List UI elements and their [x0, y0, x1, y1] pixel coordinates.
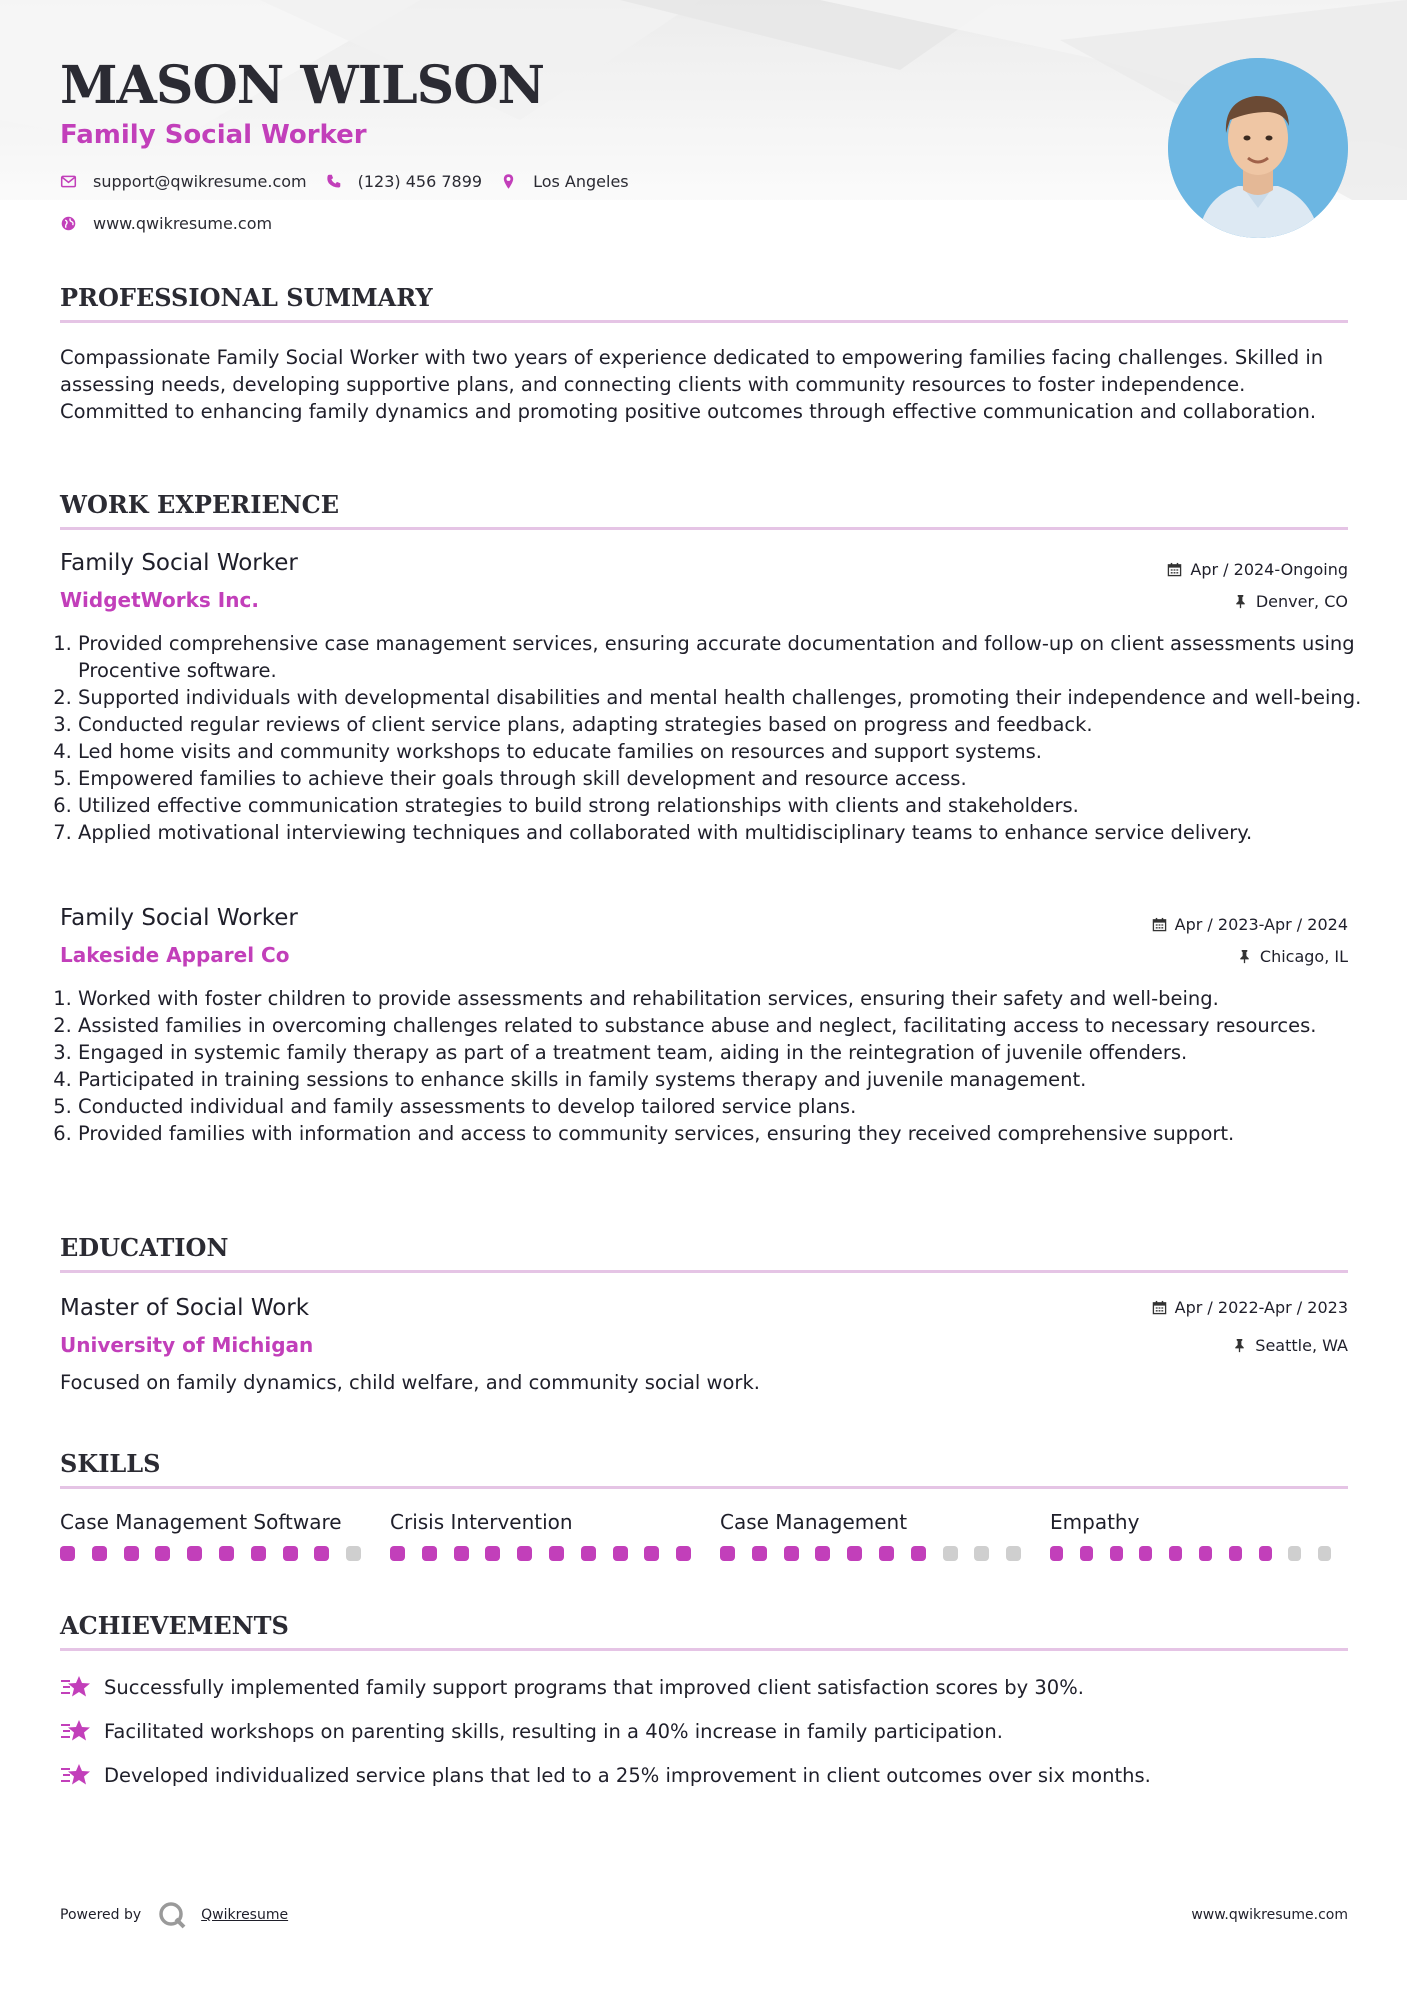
skill-dot-filled — [1229, 1546, 1242, 1561]
job-dates — [1152, 915, 1348, 934]
contact-website[interactable] — [60, 214, 272, 233]
school-name: University of Michigan — [60, 1333, 314, 1357]
list-item: 6. Utilized effective communication strategies to build strong relationships with clients and stakeholders. — [78, 792, 1368, 819]
skills-grid — [60, 1510, 1348, 1561]
list-item: 3. Engaged in systemic family therapy as part of a treatment team, aiding in the reintegration of juvenile offenders. — [78, 1039, 1368, 1066]
list-item: 2. Assisted families in overcoming challenges related to substance abuse and neglect, facilitating access to necessary resources. — [78, 1012, 1368, 1039]
skill-dot-filled — [676, 1546, 691, 1561]
skill-dot-filled — [155, 1546, 170, 1561]
contact-row-primary — [60, 172, 647, 191]
achievement-text: Developed individualized service plans that led to a 25% improvement in client outcomes over six months. — [104, 1763, 1151, 1787]
candidate-name: MASON WILSON — [60, 55, 545, 116]
skills-heading: SKILLS — [60, 1449, 1348, 1489]
education-description: Focused on family dynamics, child welfare, and community social work. — [60, 1371, 760, 1394]
summary-heading: PROFESSIONAL SUMMARY — [60, 283, 1348, 323]
list-item: 1. Worked with foster children to provide assessments and rehabilitation services, ensuring their safety and well-being. — [78, 985, 1368, 1012]
skill-item — [1050, 1510, 1348, 1561]
job-location-text: Denver, CO — [1255, 592, 1348, 611]
summary-text: Compassionate Family Social Worker with two years of experience dedicated to empowering families facing challenges. Skilled in assessing needs, developing supportive plans, and connecting clients with community resources to foster independence. Committed to enhancing family dynamics and promoting positive outcomes through effective communication and collaboration. — [60, 346, 1324, 423]
job-location — [1237, 947, 1348, 966]
list-item: 4. Participated in training sessions to enhance skills in family systems therapy and juvenile management. — [78, 1066, 1368, 1093]
skill-dot-filled — [752, 1546, 767, 1561]
skill-dot-filled — [390, 1546, 405, 1561]
list-item: 4. Led home visits and community workshops to educate families on resources and support systems. — [78, 738, 1368, 765]
skill-dot-filled — [644, 1546, 659, 1561]
skill-item — [60, 1510, 390, 1561]
footer-website[interactable]: www.qwikresume.com — [1191, 1907, 1348, 1923]
contact-row-secondary — [60, 214, 290, 233]
phone-text: (123) 456 7899 — [357, 172, 483, 191]
skill-dot-empty — [974, 1546, 989, 1561]
education-location-text: Seattle, WA — [1255, 1336, 1348, 1355]
shooting-star-icon — [60, 1674, 92, 1700]
skill-name: Empathy — [1050, 1510, 1140, 1534]
experience-heading: WORK EXPERIENCE — [60, 490, 1348, 530]
list-item: 7. Applied motivational interviewing techniques and collaborated with multidisciplinary teams to enhance service delivery. — [78, 819, 1368, 846]
job-location-text: Chicago, IL — [1259, 947, 1348, 966]
skill-rating — [1050, 1546, 1348, 1561]
skill-dot-filled — [879, 1546, 894, 1561]
calendar-icon — [1152, 917, 1167, 932]
list-item: 2. Supported individuals with developmental disabilities and mental health challenges, promoting their independence and well-being. — [78, 684, 1368, 711]
shooting-star-icon — [60, 1718, 92, 1744]
skill-dot-filled — [1050, 1546, 1063, 1561]
achievement-text: Facilitated workshops on parenting skills, resulting in a 40% increase in family participation. — [104, 1719, 1003, 1743]
skill-dot-filled — [92, 1546, 107, 1561]
skill-dot-empty — [1006, 1546, 1021, 1561]
education-heading: EDUCATION — [60, 1233, 1348, 1273]
skill-dot-filled — [1199, 1546, 1212, 1561]
skill-dot-filled — [485, 1546, 500, 1561]
map-pin-icon — [500, 173, 517, 190]
skill-dot-empty — [943, 1546, 958, 1561]
skill-dot-filled — [60, 1546, 75, 1561]
envelope-icon — [60, 173, 77, 190]
list-item: 5. Conducted individual and family assessments to develop tailored service plans. — [78, 1093, 1368, 1120]
job-dates-text: Apr / 2024-Ongoing — [1190, 560, 1348, 579]
skill-dot-filled — [422, 1546, 437, 1561]
achievement-item — [60, 1674, 1084, 1700]
skill-dot-filled — [124, 1546, 139, 1561]
job-bullets — [60, 630, 1368, 846]
achievements-heading: ACHIEVEMENTS — [60, 1611, 1348, 1651]
education-dates — [1152, 1298, 1348, 1317]
job-company: Lakeside Apparel Co — [60, 943, 290, 967]
skill-dot-filled — [454, 1546, 469, 1561]
job-title: Family Social Worker — [60, 550, 298, 576]
skill-item — [390, 1510, 720, 1561]
skill-dot-empty — [346, 1546, 361, 1561]
job-dates-text: Apr / 2023-Apr / 2024 — [1174, 915, 1348, 934]
skill-name: Case Management Software — [60, 1510, 342, 1534]
powered-by-label: Powered by — [60, 1907, 142, 1923]
calendar-icon — [1152, 1300, 1167, 1315]
pushpin-icon — [1233, 594, 1248, 609]
profile-photo — [1168, 58, 1348, 238]
skill-dot-filled — [613, 1546, 628, 1561]
job-dates — [1167, 560, 1348, 579]
skill-dot-filled — [1169, 1546, 1182, 1561]
job-company: WidgetWorks Inc. — [60, 588, 259, 612]
degree-title: Master of Social Work — [60, 1295, 310, 1321]
education-dates-text: Apr / 2022-Apr / 2023 — [1174, 1298, 1348, 1317]
skill-dot-filled — [720, 1546, 735, 1561]
skill-dot-filled — [517, 1546, 532, 1561]
skill-dot-filled — [581, 1546, 596, 1561]
skill-dot-filled — [549, 1546, 564, 1561]
website-text: www.qwikresume.com — [93, 214, 273, 233]
footer-brand-link[interactable]: Qwikresume — [201, 1907, 289, 1923]
skill-rating — [720, 1546, 1050, 1561]
skill-dot-filled — [187, 1546, 202, 1561]
pushpin-icon — [1237, 949, 1252, 964]
skill-dot-filled — [1259, 1546, 1272, 1561]
job-location — [1233, 592, 1348, 611]
footer-powered-by — [60, 1900, 288, 1930]
job-bullets — [60, 985, 1368, 1147]
skill-rating — [390, 1546, 720, 1561]
list-item: 1. Provided comprehensive case management services, ensuring accurate documentation and follow-up on client assessments using Procentive software. — [78, 630, 1368, 684]
achievement-item — [60, 1718, 1003, 1744]
skill-dot-empty — [1318, 1546, 1331, 1561]
list-item: 6. Provided families with information and access to community services, ensuring they received comprehensive support. — [78, 1120, 1368, 1147]
list-item: 5. Empowered families to achieve their goals through skill development and resource access. — [78, 765, 1368, 792]
avatar — [1168, 58, 1348, 238]
skill-dot-filled — [1080, 1546, 1093, 1561]
qwikresume-logo-icon — [157, 1900, 187, 1930]
achievement-item — [60, 1762, 1151, 1788]
pushpin-icon — [1232, 1338, 1247, 1353]
globe-icon — [60, 215, 77, 232]
contact-phone[interactable] — [325, 172, 482, 191]
skill-dot-filled — [911, 1546, 926, 1561]
skill-dot-filled — [1139, 1546, 1152, 1561]
email-text: support@qwikresume.com — [93, 172, 307, 191]
education-location — [1232, 1336, 1348, 1355]
skill-rating — [60, 1546, 390, 1561]
calendar-icon — [1167, 562, 1182, 577]
candidate-title: Family Social Worker — [60, 120, 367, 150]
achievement-text: Successfully implemented family support programs that improved client satisfaction scores by 30%. — [104, 1675, 1084, 1699]
skill-dot-filled — [314, 1546, 329, 1561]
contact-email[interactable] — [60, 172, 307, 191]
skill-dot-empty — [1288, 1546, 1301, 1561]
location-text: Los Angeles — [533, 172, 629, 191]
skill-name: Crisis Intervention — [390, 1510, 573, 1534]
skill-dot-filled — [815, 1546, 830, 1561]
list-item: 3. Conducted regular reviews of client service plans, adapting strategies based on progress and feedback. — [78, 711, 1368, 738]
skill-item — [720, 1510, 1050, 1561]
skill-dot-filled — [784, 1546, 799, 1561]
skill-dot-filled — [283, 1546, 298, 1561]
skill-dot-filled — [251, 1546, 266, 1561]
job-title: Family Social Worker — [60, 905, 298, 931]
skill-dot-filled — [847, 1546, 862, 1561]
contact-location — [500, 172, 629, 191]
phone-icon — [325, 173, 342, 190]
skill-dot-filled — [1110, 1546, 1123, 1561]
skill-name: Case Management — [720, 1510, 908, 1534]
skill-dot-filled — [219, 1546, 234, 1561]
shooting-star-icon — [60, 1762, 92, 1788]
